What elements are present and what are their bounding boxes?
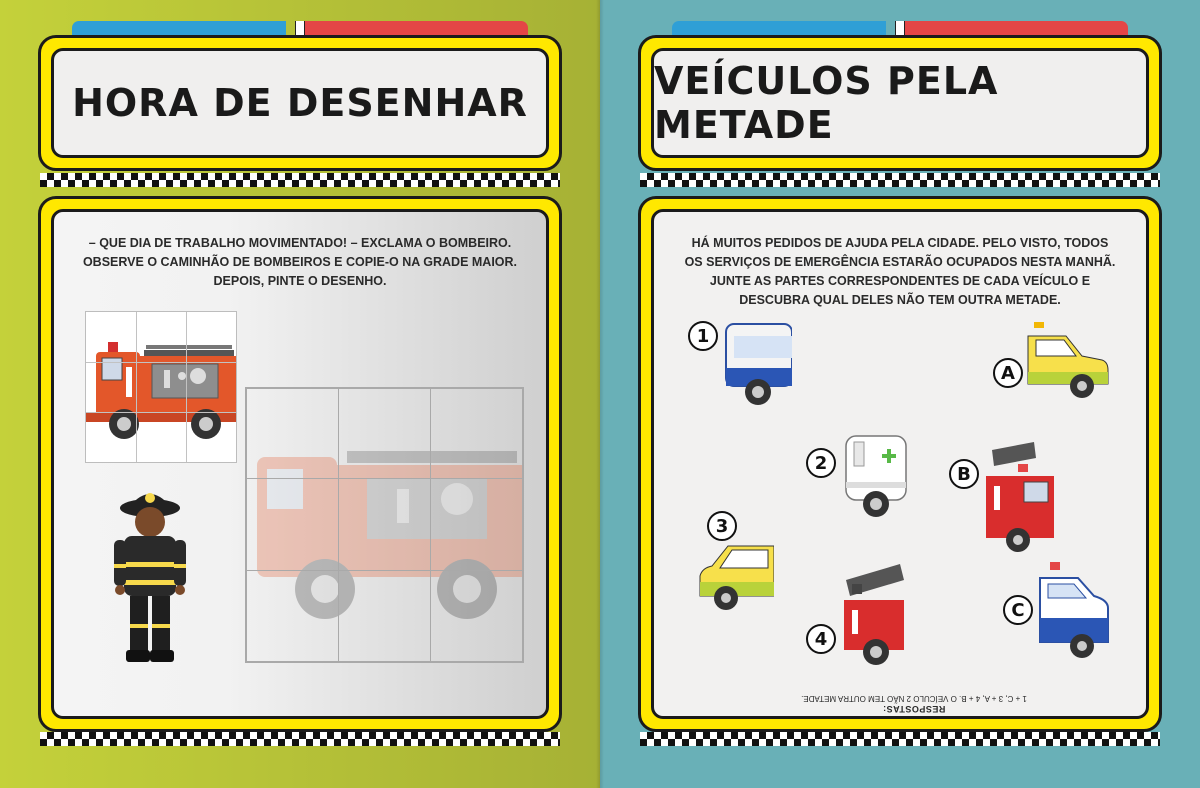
fire-truck-icon bbox=[86, 312, 236, 462]
checkered-strip bbox=[640, 173, 1160, 187]
page-title: HORA DE DESENHAR bbox=[72, 81, 528, 125]
letter-label-b: B bbox=[949, 459, 979, 489]
right-page bbox=[600, 0, 1200, 788]
activity-frame bbox=[638, 196, 1162, 732]
instruction-line: OS SERVIÇOS DE EMERGÊNCIA ESTARÃO OCUPADOS NESTA MANHÃ. bbox=[684, 255, 1116, 269]
title-panel bbox=[51, 48, 549, 158]
answers-block bbox=[764, 694, 1064, 714]
instruction-line: DESCUBRA QUAL DELES NÃO TEM OUTRA METADE. bbox=[739, 293, 1061, 307]
faded-fire-truck-icon bbox=[247, 389, 522, 661]
header-tab-bar bbox=[672, 21, 1128, 35]
header-tab-bar bbox=[72, 21, 528, 35]
bus-half-icon bbox=[722, 320, 792, 410]
instruction-line: – QUE DIA DE TRABALHO MOVIMENTADO! – EXCLAMA O BOMBEIRO. bbox=[88, 236, 512, 250]
activity-panel bbox=[51, 209, 549, 719]
firefighter-icon bbox=[100, 484, 200, 674]
number-label-4: 4 bbox=[806, 624, 836, 654]
police-car-front-icon bbox=[1038, 562, 1114, 662]
title-panel bbox=[651, 48, 1149, 158]
book-gutter bbox=[596, 0, 604, 788]
activity-frame bbox=[38, 196, 562, 732]
checkered-strip bbox=[640, 732, 1160, 746]
ambulance-half-icon bbox=[842, 434, 908, 520]
reference-grid bbox=[85, 311, 237, 463]
instruction-line: JUNTE AS PARTES CORRESPONDENTES DE CADA VEÍCULO E bbox=[709, 274, 1091, 288]
letter-label-a: A bbox=[993, 358, 1023, 388]
answers-label: RESPOSTAS: bbox=[882, 704, 946, 714]
copy-grid bbox=[245, 387, 524, 663]
fire-truck-front-icon bbox=[984, 438, 1058, 554]
page-title: VEÍCULOS PELA METADE bbox=[654, 59, 999, 147]
instruction-line: DEPOIS, PINTE O DESENHO. bbox=[213, 274, 387, 288]
instructions bbox=[664, 234, 1136, 310]
title-frame bbox=[638, 35, 1162, 171]
instruction-line: OBSERVE O CAMINHÃO DE BOMBEIROS E COPIE-O NA GRADE MAIOR. bbox=[82, 255, 518, 269]
taxi-half-icon bbox=[698, 538, 774, 618]
activity-panel bbox=[651, 209, 1149, 719]
checkered-strip bbox=[40, 732, 560, 746]
taxi-front-icon bbox=[1026, 322, 1110, 404]
number-label-2: 2 bbox=[806, 448, 836, 478]
number-label-1: 1 bbox=[688, 321, 718, 351]
letter-label-c: C bbox=[1003, 595, 1033, 625]
instruction-line: HÁ MUITOS PEDIDOS DE AJUDA PELA CIDADE. PELO VISTO, TODOS bbox=[691, 236, 1109, 250]
number-label-3: 3 bbox=[707, 511, 737, 541]
title-frame bbox=[38, 35, 562, 171]
answers-text: 1 + C, 3 + A, 4 + B. O VEÍCULO 2 NÃO TEM OUTRA METADE. bbox=[801, 694, 1027, 703]
checkered-strip bbox=[40, 173, 560, 187]
instructions bbox=[64, 234, 536, 291]
fire-ladder-half-icon bbox=[842, 560, 908, 670]
